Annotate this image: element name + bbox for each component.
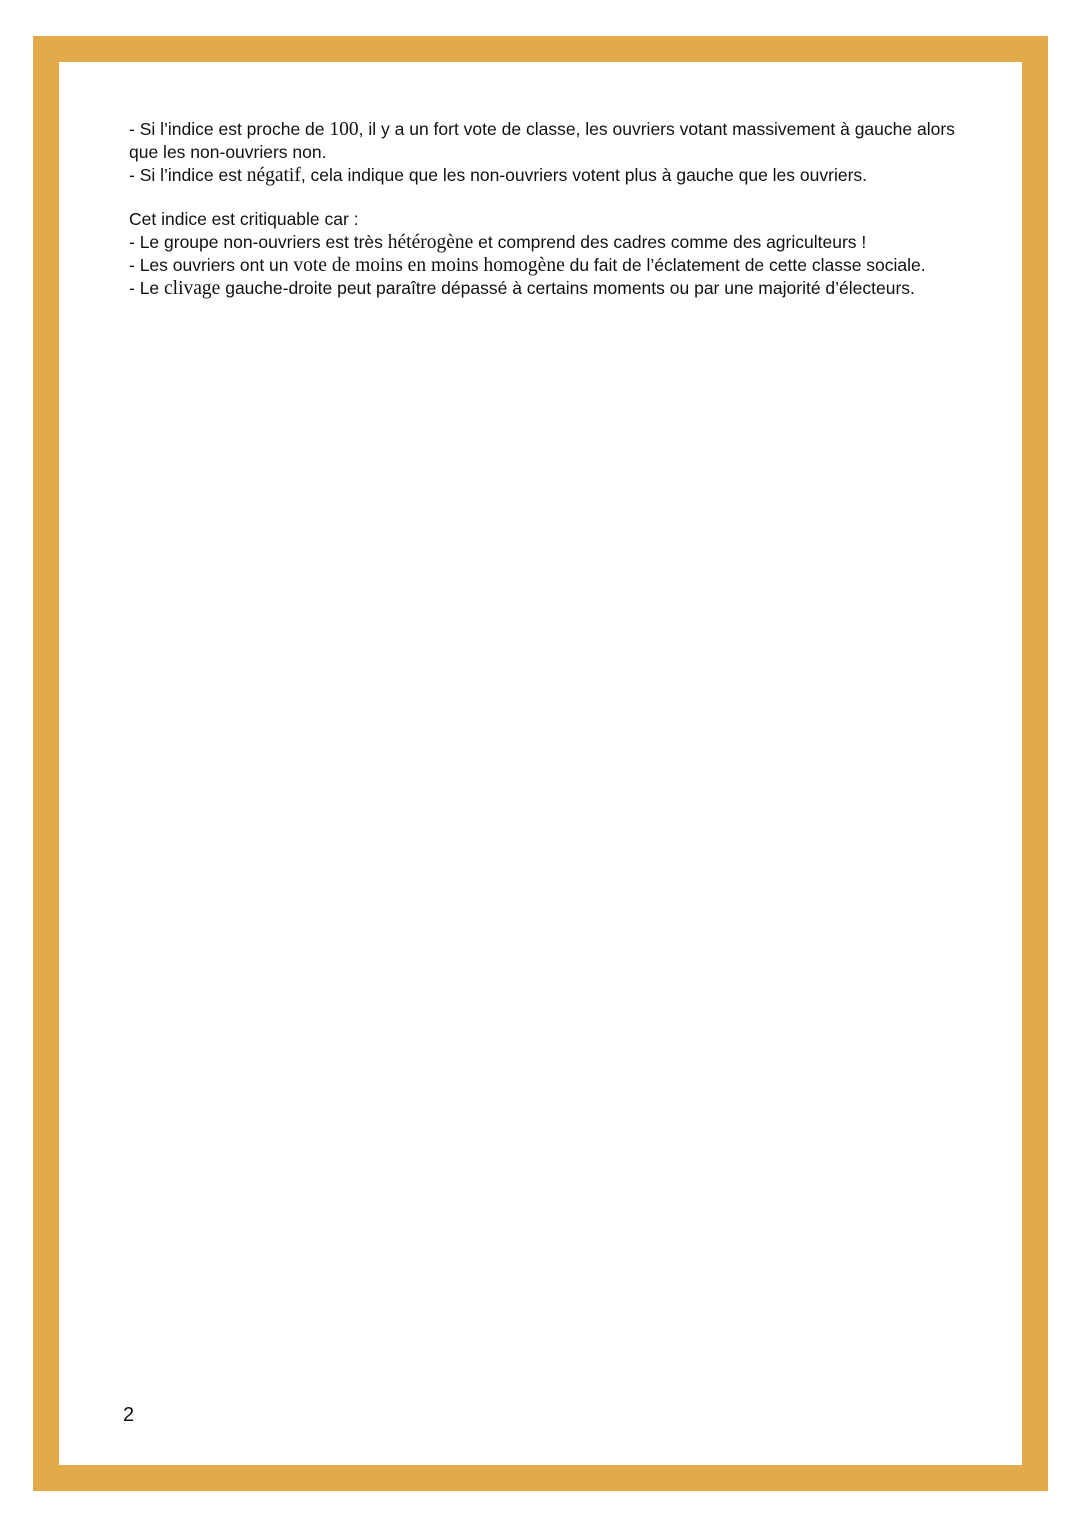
text-run: - Le <box>129 278 165 298</box>
text-run: - Si l’indice est proche de <box>129 119 330 139</box>
text-run-serif: négatif <box>246 165 301 186</box>
text-run-serif: 100 <box>329 119 359 140</box>
text-run: du fait de l’éclatement de cette classe sociale. <box>564 255 926 275</box>
text-run-serif: vote de moins en moins homogène <box>293 255 565 276</box>
text-run-serif: hétérogène <box>387 232 474 253</box>
page-number: 2 <box>123 1404 135 1426</box>
page-frame <box>33 36 1048 1491</box>
paragraph-index-negative <box>129 164 959 187</box>
text-run: - Si l’indice est <box>129 165 247 185</box>
spacer <box>129 187 959 208</box>
text-run: - Les ouvriers ont un <box>129 255 294 275</box>
page-content <box>129 118 959 300</box>
text-run: , cela indique que les non-ouvriers votent plus à gauche que les ouvriers. <box>300 165 868 185</box>
text-run: gauche-droite peut paraître dépassé à certains moments ou par une majorité d’électeurs. <box>220 278 915 298</box>
critique-intro: Cet indice est critiquable car : <box>129 209 359 229</box>
text-run: - Le groupe non-ouvriers est très <box>129 232 388 252</box>
text-run: et comprend des cadres comme des agriculteurs ! <box>473 232 867 252</box>
text-run: , il y a un fort vote de classe, les ouvriers votant massivement à gauche alors que les non-ouvriers non. <box>129 119 955 162</box>
text-run-serif: clivage <box>164 278 221 299</box>
critique-item-workers-vote <box>129 254 959 277</box>
paragraph-index-near-100 <box>129 118 959 164</box>
critique-item-cleavage <box>129 277 959 300</box>
critique-item-heterogeneous <box>129 231 959 254</box>
